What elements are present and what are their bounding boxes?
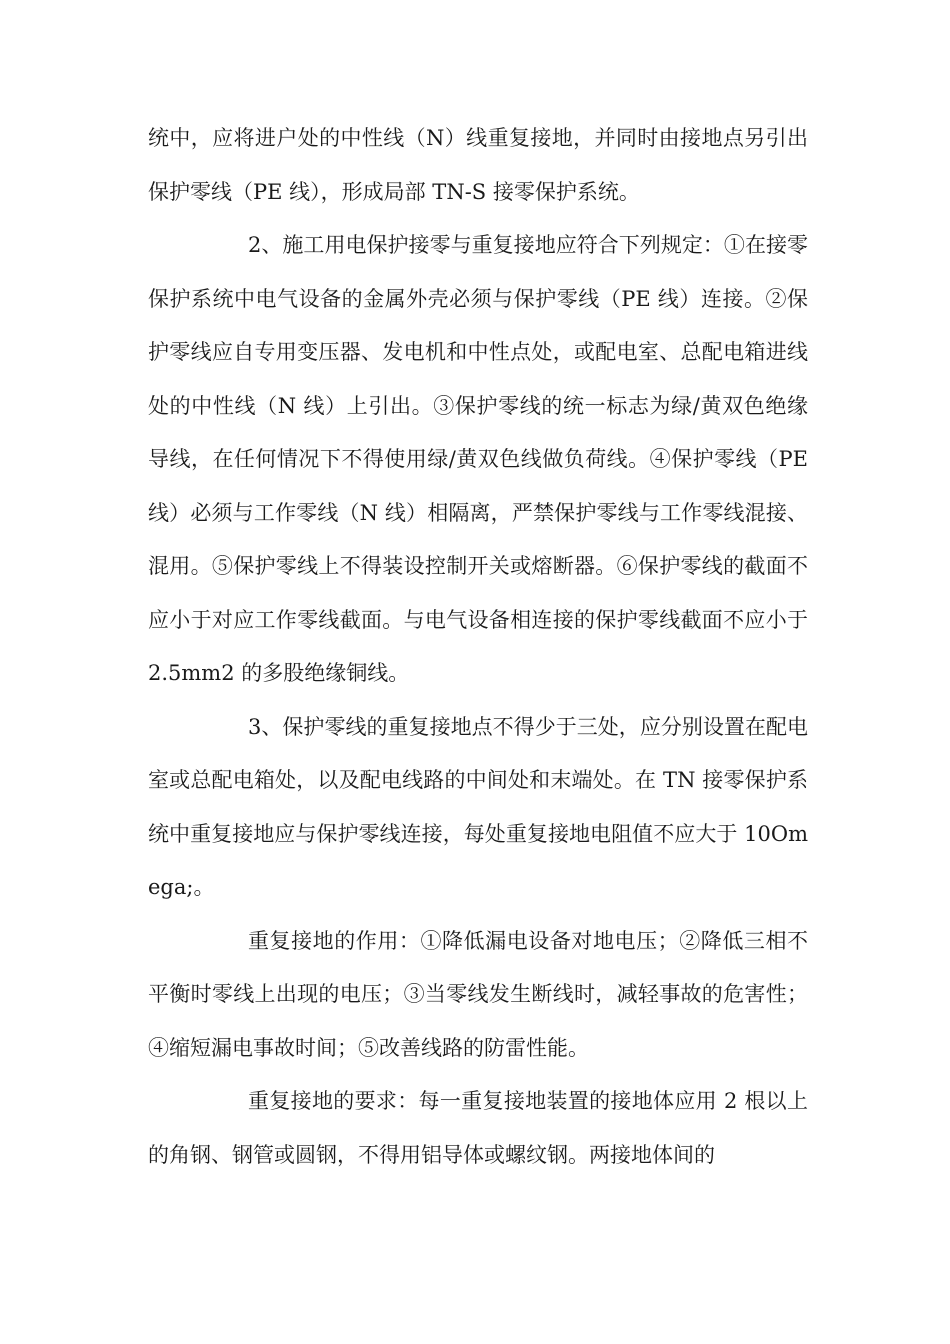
paragraph-grounding-requirements: 重复接地的要求：每一重复接地装置的接地体应用 2 根以上的角钢、钢管或圆钢，不得用铝导体或螺纹钢。两接地体间的 <box>148 1089 808 1167</box>
body-text <box>148 112 808 1182</box>
paragraph-grounding-function: 重复接地的作用：①降低漏电设备对地电压；②降低三相不平衡时零线上出现的电压；③当零线发生断线时，减轻事故的危害性；④缩短漏电事故时间；⑤改善线路的防雷性能。 <box>148 928 808 1060</box>
paragraph-item-2: 2、施工用电保护接零与重复接地应符合下列规定：①在接零保护系统中电气设备的金属外壳必须与保护零线（PE 线）连接。②保护零线应自专用变压器、发电机和中性点处，或配电室、总配电箱进线处的中性线（N 线）上引出。③保护零线的统一标志为绿/黄双色绝缘导线，在任何情况下不得使用绿/黄双色线做负荷线。④保护零线（PE 线）必须与工作零线（N 线）相隔离，严禁保护零线与工作零线混接、混用。⑤保护零线上不得装设控制开关或熔断器。⑥保护零线的截面不应小于对应工作零线截面。与电气设备相连接的保护零线截面不应小于 2.5mm2 的多股绝缘铜线。 <box>148 233 808 685</box>
paragraph-item-3: 3、保护零线的重复接地点不得少于三处，应分别设置在配电室或总配电箱处，以及配电线路的中间处和末端处。在 TN 接零保护系统中重复接地应与保护零线连接，每处重复接地电阻值不应大于 10Omega;。 <box>148 714 808 899</box>
paragraph-continuation: 统中，应将进户处的中性线（N）线重复接地，并同时由接地点另引出保护零线（PE 线），形成局部 TN-S 接零保护系统。 <box>148 126 808 204</box>
